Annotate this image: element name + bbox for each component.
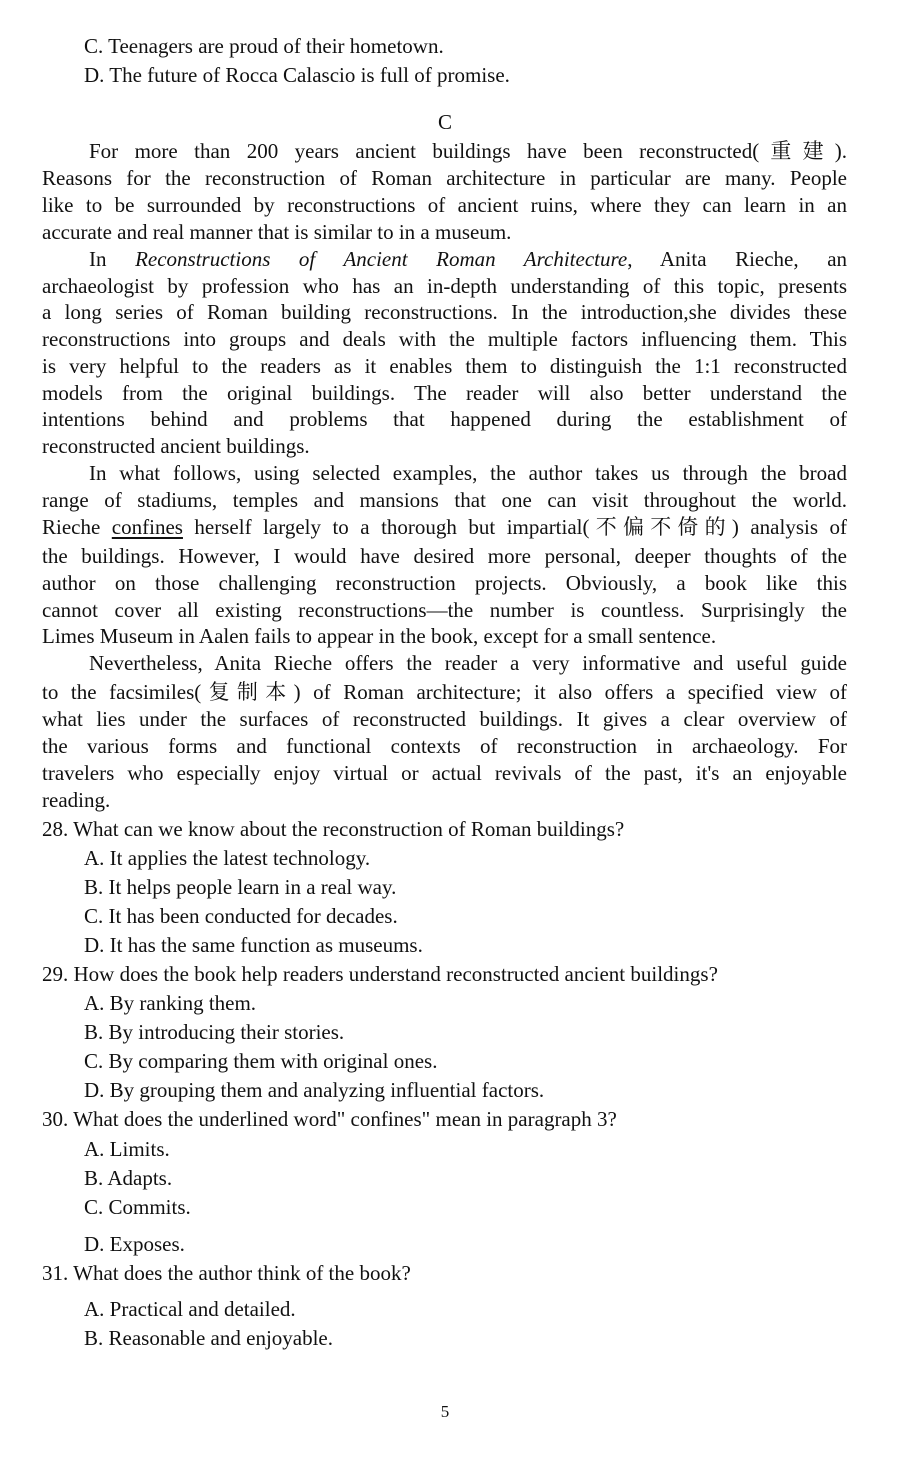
passage-line: Nevertheless, Anita Rieche offers the reader a very informative and useful guide [89,651,847,675]
question-stem: 31. What does the author think of the book? [42,1261,411,1285]
question-option: A. Practical and detailed. [84,1297,296,1321]
passage-line: cannot cover all existing reconstructions—the number is countless. Surprisingly the [42,598,847,622]
question-option: D. It has the same function as museums. [84,933,423,957]
question-option: D. Exposes. [84,1232,185,1256]
passage-line: what lies under the surfaces of reconstructed buildings. It gives a clear overview of [42,707,847,731]
question-option: A. By ranking them. [84,991,257,1015]
question-option: C. By comparing them with original ones. [84,1049,438,1073]
passage-line: the buildings. However, I would have desired more personal, deeper thoughts of the [42,544,847,568]
question-option: B. Adapts. [84,1166,173,1190]
page-number: 5 [440,1402,450,1421]
passage-line: intentions behind and problems that happened during the establishment of [42,407,847,431]
passage-line: to the facsimiles(复制本) of Roman architecture; it also offers a specified view of [42,680,847,704]
passage-line: Limes Museum in Aalen fails to appear in the book, except for a small sentence. [42,624,717,648]
question-option: A. Limits. [84,1137,170,1161]
question-option: B. It helps people learn in a real way. [84,875,397,899]
question-stem: 28. What can we know about the reconstruction of Roman buildings? [42,817,625,841]
passage-line: Rieche confines herself largely to a thorough but impartial(不偏不倚的) analysis of [42,515,847,539]
passage-line: reconstructed ancient buildings. [42,434,310,458]
passage-line: a long series of Roman building reconstructions. In the introduction,she divides these [42,300,847,324]
prev-option-d: D. The future of Rocca Calascio is full of promise. [84,63,510,87]
passage-line: In what follows, using selected examples, the author takes us through the broad [89,461,847,485]
passage-line: range of stadiums, temples and mansions that one can visit throughout the world. [42,488,847,512]
passage-line: reading. [42,788,111,812]
question-option: C. Commits. [84,1195,191,1219]
question-option: B. Reasonable and enjoyable. [84,1326,334,1350]
section-heading: C [437,110,452,134]
question-option: C. It has been conducted for decades. [84,904,398,928]
passage-line: the various forms and functional contexts of reconstruction in archaeology. For [42,734,847,758]
passage-line: reconstructions into groups and deals with the multiple factors influencing them. This [42,327,847,351]
underlined-word: confines [111,515,183,539]
passage-line: travelers who especially enjoy virtual or actual revivals of the past, it's an enjoyable [42,761,847,785]
passage-line: accurate and real manner that is similar to in a museum. [42,220,512,244]
prev-option-c: C. Teenagers are proud of their hometown. [84,34,444,58]
passage-line: In Reconstructions of Ancient Roman Architecture, Anita Rieche, an [89,247,848,271]
question-stem: 30. What does the underlined word" confines" mean in paragraph 3? [42,1107,617,1131]
passage-line: archaeologist by profession who has an in-depth understanding of this topic, presents [42,274,847,298]
passage-line: is very helpful to the readers as it enables them to distinguish the 1:1 reconstructed [42,354,847,378]
question-option: B. By introducing their stories. [84,1020,345,1044]
passage-line: For more than 200 years ancient buildings have been reconstructed(重建). [89,139,847,163]
passage-line: Reasons for the reconstruction of Roman architecture in particular are many. People [42,166,847,190]
passage-line: like to be surrounded by reconstructions of ancient ruins, where they can learn in an [42,193,847,217]
passage-line: models from the original buildings. The reader will also better understand the [42,381,847,405]
passage-line: author on those challenging reconstruction projects. Obviously, a book like this [42,571,847,595]
book-title: Reconstructions of Ancient Roman Architecture [135,247,628,271]
question-option: A. It applies the latest technology. [84,846,371,870]
question-option: D. By grouping them and analyzing influential factors. [84,1078,545,1102]
question-stem: 29. How does the book help readers understand reconstructed ancient buildings? [42,962,718,986]
